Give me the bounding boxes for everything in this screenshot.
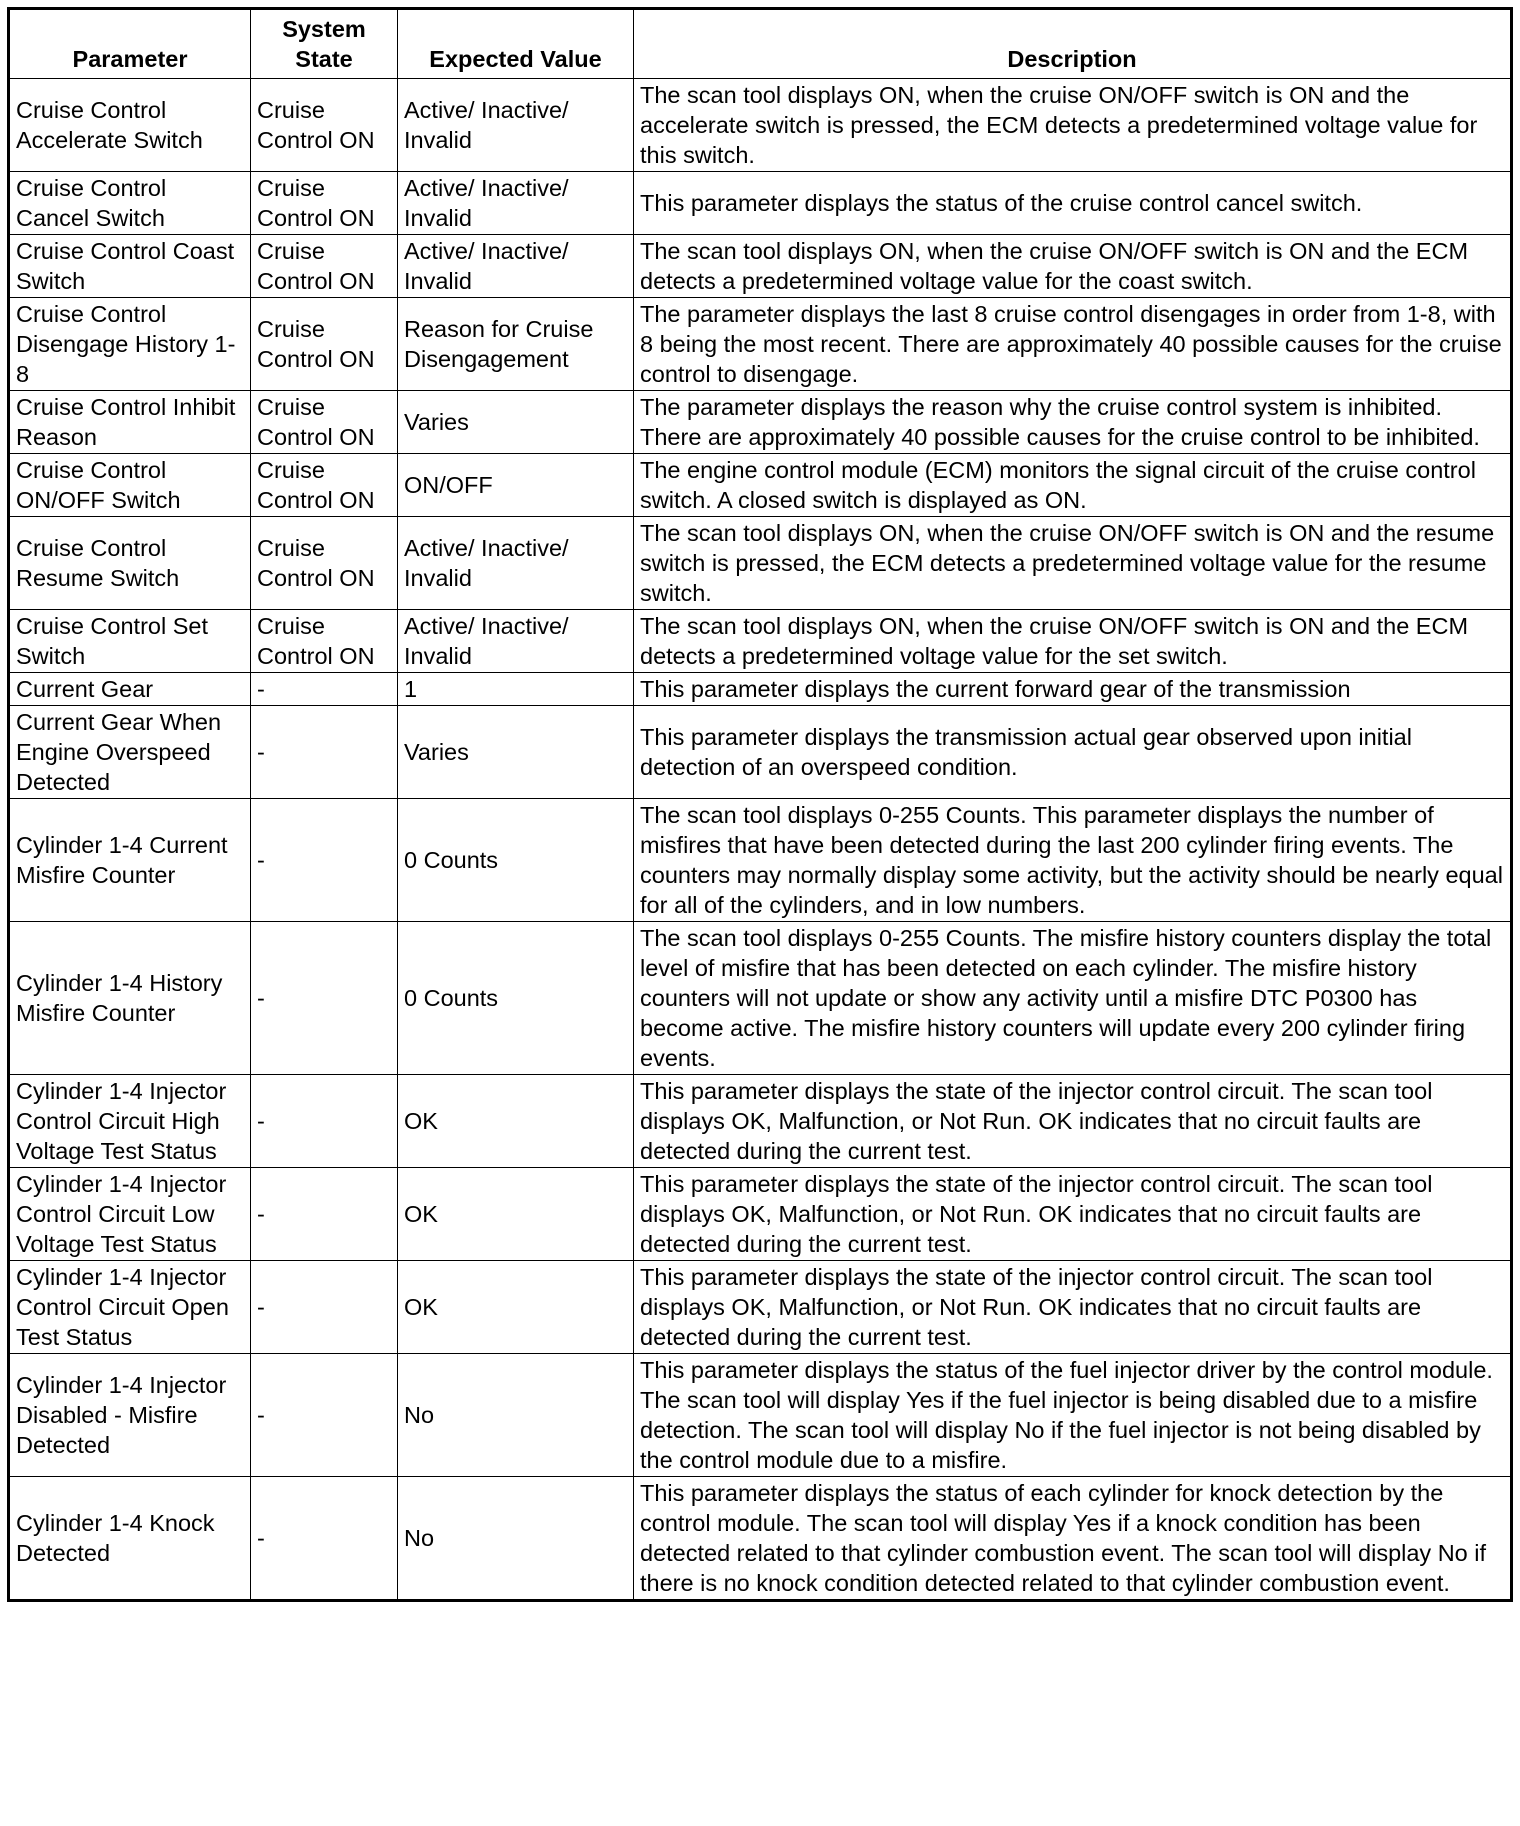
cell-expected-value: Active/ Inactive/ Invalid [398,517,634,610]
cell-description: The parameter displays the last 8 cruise control disengages in order from 1-8, with 8 being the most recent. There are approximately 40 possible causes for the cruise control to disengage. [634,298,1512,391]
cell-description: The scan tool displays 0-255 Counts. The misfire history counters display the total level of misfire that has been detected on each cylinder. The misfire history counters will not update or show any activity until a misfire DTC P0300 has become active. The misfire history counters will update every 200 cylinder firing events. [634,922,1512,1075]
table-row [9,517,1512,610]
cell-system-state: - [251,799,398,922]
cell-expected-value: OK [398,1075,634,1168]
cell-system-state: Cruise Control ON [251,298,398,391]
cell-parameter: Cruise Control Inhibit Reason [9,391,251,454]
cell-parameter: Cylinder 1-4 Injector Control Circuit Open Test Status [9,1261,251,1354]
cell-system-state: Cruise Control ON [251,610,398,673]
table-row [9,1168,1512,1261]
cell-system-state: Cruise Control ON [251,454,398,517]
cell-system-state: Cruise Control ON [251,79,398,172]
cell-expected-value: OK [398,1168,634,1261]
table-row [9,799,1512,922]
cell-description: The scan tool displays ON, when the cruise ON/OFF switch is ON and the ECM detects a predetermined voltage value for the set switch. [634,610,1512,673]
cell-system-state: - [251,1477,398,1601]
header-expected-value: Expected Value [398,9,634,79]
table-row [9,391,1512,454]
cell-parameter: Cylinder 1-4 Knock Detected [9,1477,251,1601]
cell-system-state: - [251,1168,398,1261]
cell-system-state: - [251,1261,398,1354]
cell-parameter: Cylinder 1-4 Current Misfire Counter [9,799,251,922]
cell-description: The parameter displays the reason why the cruise control system is inhibited. There are approximately 40 possible causes for the cruise control to be inhibited. [634,391,1512,454]
cell-parameter: Cruise Control Accelerate Switch [9,79,251,172]
cell-description: The scan tool displays ON, when the cruise ON/OFF switch is ON and the ECM detects a predetermined voltage value for the coast switch. [634,235,1512,298]
cell-parameter: Cruise Control Set Switch [9,610,251,673]
cell-description: The engine control module (ECM) monitors the signal circuit of the cruise control switch. A closed switch is displayed as ON. [634,454,1512,517]
cell-description: The scan tool displays 0-255 Counts. This parameter displays the number of misfires that have been detected during the last 200 cylinder firing events. The counters may normally display some activity, but the activity should be nearly equal for all of the cylinders, and in low numbers. [634,799,1512,922]
table-row [9,298,1512,391]
table-row [9,706,1512,799]
cell-description: The scan tool displays ON, when the cruise ON/OFF switch is ON and the accelerate switch is pressed, the ECM detects a predetermined voltage value for this switch. [634,79,1512,172]
cell-parameter: Current Gear [9,673,251,706]
cell-system-state: Cruise Control ON [251,391,398,454]
table-row [9,922,1512,1075]
cell-expected-value: ON/OFF [398,454,634,517]
cell-description: This parameter displays the status of the fuel injector driver by the control module. The scan tool will display Yes if the fuel injector is being disabled due to a misfire detection. The scan tool will display No if the fuel injector is not being disabled by the control module due to a misfire. [634,1354,1512,1477]
cell-description: This parameter displays the status of the cruise control cancel switch. [634,172,1512,235]
table-row [9,1261,1512,1354]
cell-system-state: Cruise Control ON [251,517,398,610]
table-row [9,79,1512,172]
cell-parameter: Cruise Control Resume Switch [9,517,251,610]
cell-description: This parameter displays the state of the injector control circuit. The scan tool displays OK, Malfunction, or Not Run. OK indicates that no circuit faults are detected during the current test. [634,1261,1512,1354]
cell-system-state: Cruise Control ON [251,235,398,298]
table-row [9,1075,1512,1168]
table-row [9,235,1512,298]
table-row [9,1354,1512,1477]
cell-parameter: Cruise Control Disengage History 1-8 [9,298,251,391]
table-row [9,1477,1512,1601]
cell-expected-value: No [398,1354,634,1477]
cell-expected-value: Active/ Inactive/ Invalid [398,610,634,673]
cell-system-state: - [251,673,398,706]
cell-system-state: Cruise Control ON [251,172,398,235]
cell-parameter: Cruise Control Coast Switch [9,235,251,298]
cell-system-state: - [251,1075,398,1168]
header-description: Description [634,9,1512,79]
cell-system-state: - [251,1354,398,1477]
cell-expected-value: 0 Counts [398,799,634,922]
cell-description: This parameter displays the state of the injector control circuit. The scan tool displays OK, Malfunction, or Not Run. OK indicates that no circuit faults are detected during the current test. [634,1168,1512,1261]
header-system-state: System State [251,9,398,79]
table-header-row [9,9,1512,79]
cell-parameter: Cruise Control Cancel Switch [9,172,251,235]
cell-expected-value: Varies [398,706,634,799]
cell-expected-value: 1 [398,673,634,706]
table-row [9,172,1512,235]
cell-expected-value: Active/ Inactive/ Invalid [398,235,634,298]
cell-parameter: Current Gear When Engine Overspeed Detected [9,706,251,799]
table-row [9,454,1512,517]
cell-expected-value: OK [398,1261,634,1354]
cell-system-state: - [251,922,398,1075]
cell-expected-value: No [398,1477,634,1601]
cell-description: This parameter displays the state of the injector control circuit. The scan tool displays OK, Malfunction, or Not Run. OK indicates that no circuit faults are detected during the current test. [634,1075,1512,1168]
table-body [9,79,1512,1601]
cell-parameter: Cruise Control ON/OFF Switch [9,454,251,517]
cell-system-state: - [251,706,398,799]
cell-parameter: Cylinder 1-4 Injector Control Circuit High Voltage Test Status [9,1075,251,1168]
cell-expected-value: Active/ Inactive/ Invalid [398,172,634,235]
cell-expected-value: Active/ Inactive/ Invalid [398,79,634,172]
cell-parameter: Cylinder 1-4 Injector Control Circuit Low Voltage Test Status [9,1168,251,1261]
cell-description: This parameter displays the status of each cylinder for knock detection by the control module. The scan tool will display Yes if a knock condition has been detected related to that cylinder combustion event. The scan tool will display No if there is no knock condition detected related to that cylinder combustion event. [634,1477,1512,1601]
table-row [9,673,1512,706]
cell-expected-value: 0 Counts [398,922,634,1075]
cell-description: The scan tool displays ON, when the cruise ON/OFF switch is ON and the resume switch is pressed, the ECM detects a predetermined voltage value for the resume switch. [634,517,1512,610]
parameter-table [7,7,1513,1602]
cell-description: This parameter displays the current forward gear of the transmission [634,673,1512,706]
cell-parameter: Cylinder 1-4 Injector Disabled - Misfire Detected [9,1354,251,1477]
cell-parameter: Cylinder 1-4 History Misfire Counter [9,922,251,1075]
cell-description: This parameter displays the transmission actual gear observed upon initial detection of an overspeed condition. [634,706,1512,799]
cell-expected-value: Varies [398,391,634,454]
table-row [9,610,1512,673]
cell-expected-value: Reason for Cruise Disengagement [398,298,634,391]
header-parameter: Parameter [9,9,251,79]
